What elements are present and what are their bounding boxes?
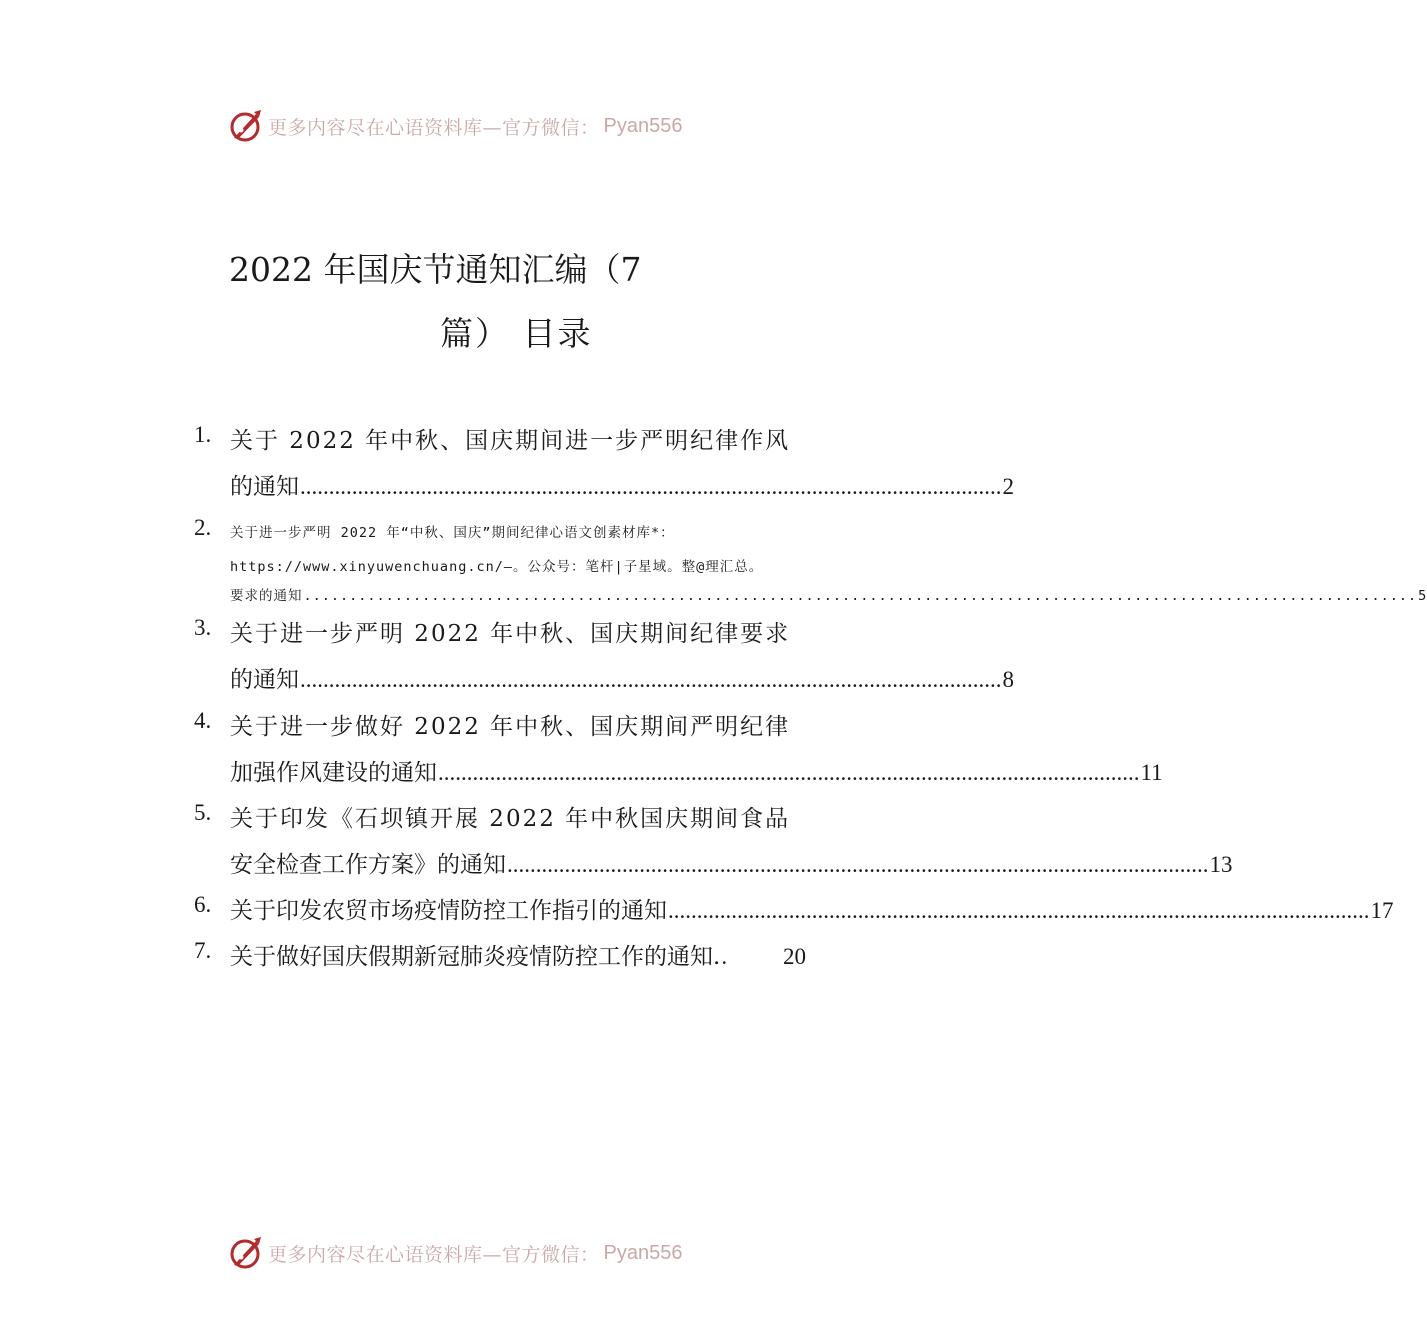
toc-number: 7.	[194, 938, 212, 963]
toc-item-5[interactable]	[194, 800, 1233, 880]
toc-line: 关于进一步做好 2022 年中秋、国庆期间严明纪律	[230, 714, 791, 740]
toc-line-final	[230, 468, 1014, 501]
watermark-text: 更多内容尽在心语资料库—官方微信：	[268, 1243, 600, 1266]
leader-dots: ..........................................................................................................................	[507, 852, 1209, 877]
leader-dots: ..........................................................................................................................	[300, 667, 1002, 692]
toc-line-final	[230, 938, 806, 971]
document-title-line1: 2022 年国庆节通知汇编（7	[229, 250, 642, 289]
toc-item-6[interactable]	[194, 892, 1394, 926]
toc-page-number: 17	[1370, 898, 1394, 923]
toc-line-final	[230, 584, 1427, 604]
toc-number: 2.	[194, 515, 212, 540]
toc-number: 5.	[194, 800, 212, 825]
leader-dots: ..........................................................................................................................	[438, 760, 1140, 785]
toc-number: 6.	[194, 892, 212, 917]
toc-line-final	[230, 846, 1233, 879]
toc-line: 关于进一步严明 2022 年中秋、国庆期间纪律要求	[230, 621, 791, 647]
leader-dots: .	[721, 944, 728, 969]
leader-dots: ..........................................................................................................................	[300, 474, 1002, 499]
toc-page-number: 5	[1418, 588, 1427, 604]
toc-number: 3.	[194, 615, 212, 640]
pen-logo-icon	[228, 108, 264, 144]
watermark-text: 更多内容尽在心语资料库—官方微信：	[268, 116, 600, 139]
header-watermark	[228, 106, 682, 146]
footer-watermark	[228, 1233, 682, 1273]
watermark-wechat-id: Pyan556	[603, 1241, 683, 1264]
toc-line: https://www.xinyuwenchuang.cn/—。公众号：笔杆|子星域。整@理汇总。	[230, 559, 764, 575]
toc-text: 的通知	[230, 474, 299, 500]
toc-page-number: 2	[1002, 474, 1014, 499]
toc-line: 关于印发《石坝镇开展 2022 年中秋国庆期间食品	[230, 806, 791, 832]
toc-line-final	[230, 754, 1163, 787]
leader-dots: ..........................................................................................................................	[668, 898, 1370, 923]
toc-line: 关于 2022 年中秋、国庆期间进一步严明纪律作风	[230, 428, 791, 454]
toc-line-final	[230, 661, 1014, 694]
toc-item-3[interactable]	[194, 615, 1014, 695]
toc-item-2[interactable]	[194, 515, 1427, 605]
toc-item-4[interactable]	[194, 708, 1163, 788]
toc-text: 关于印发农贸市场疫情防控工作指引的通知	[230, 898, 667, 924]
toc-item-1[interactable]	[194, 422, 1014, 502]
watermark-wechat-id: Pyan556	[603, 114, 683, 137]
toc-item-7[interactable]	[194, 938, 806, 972]
toc-page-number: 8	[1002, 667, 1014, 692]
toc-text: 的通知	[230, 667, 299, 693]
toc-text: 关于做好国庆假期新冠肺炎疫情防控工作的通知.	[230, 944, 721, 970]
toc-number: 4.	[194, 708, 212, 733]
toc-page-number: 20	[783, 944, 806, 969]
pen-logo-icon	[228, 1235, 264, 1271]
toc-text: 要求的通知	[230, 588, 303, 604]
toc-number: 1.	[194, 422, 212, 447]
toc-text: 加强作风建设的通知	[230, 760, 437, 786]
toc-line-final	[230, 892, 1394, 925]
toc-line: 关于进一步严明 2022 年“中秋、国庆”期间纪律心语文创素材库*：	[230, 525, 675, 541]
leader-dots: ..........................................................................................................................	[303, 588, 1418, 604]
toc-page-number: 11	[1140, 760, 1163, 785]
toc-page-number: 13	[1209, 852, 1233, 877]
toc-text: 安全检查工作方案》的通知	[230, 852, 506, 878]
document-title-line2: 篇） 目录	[440, 314, 593, 353]
